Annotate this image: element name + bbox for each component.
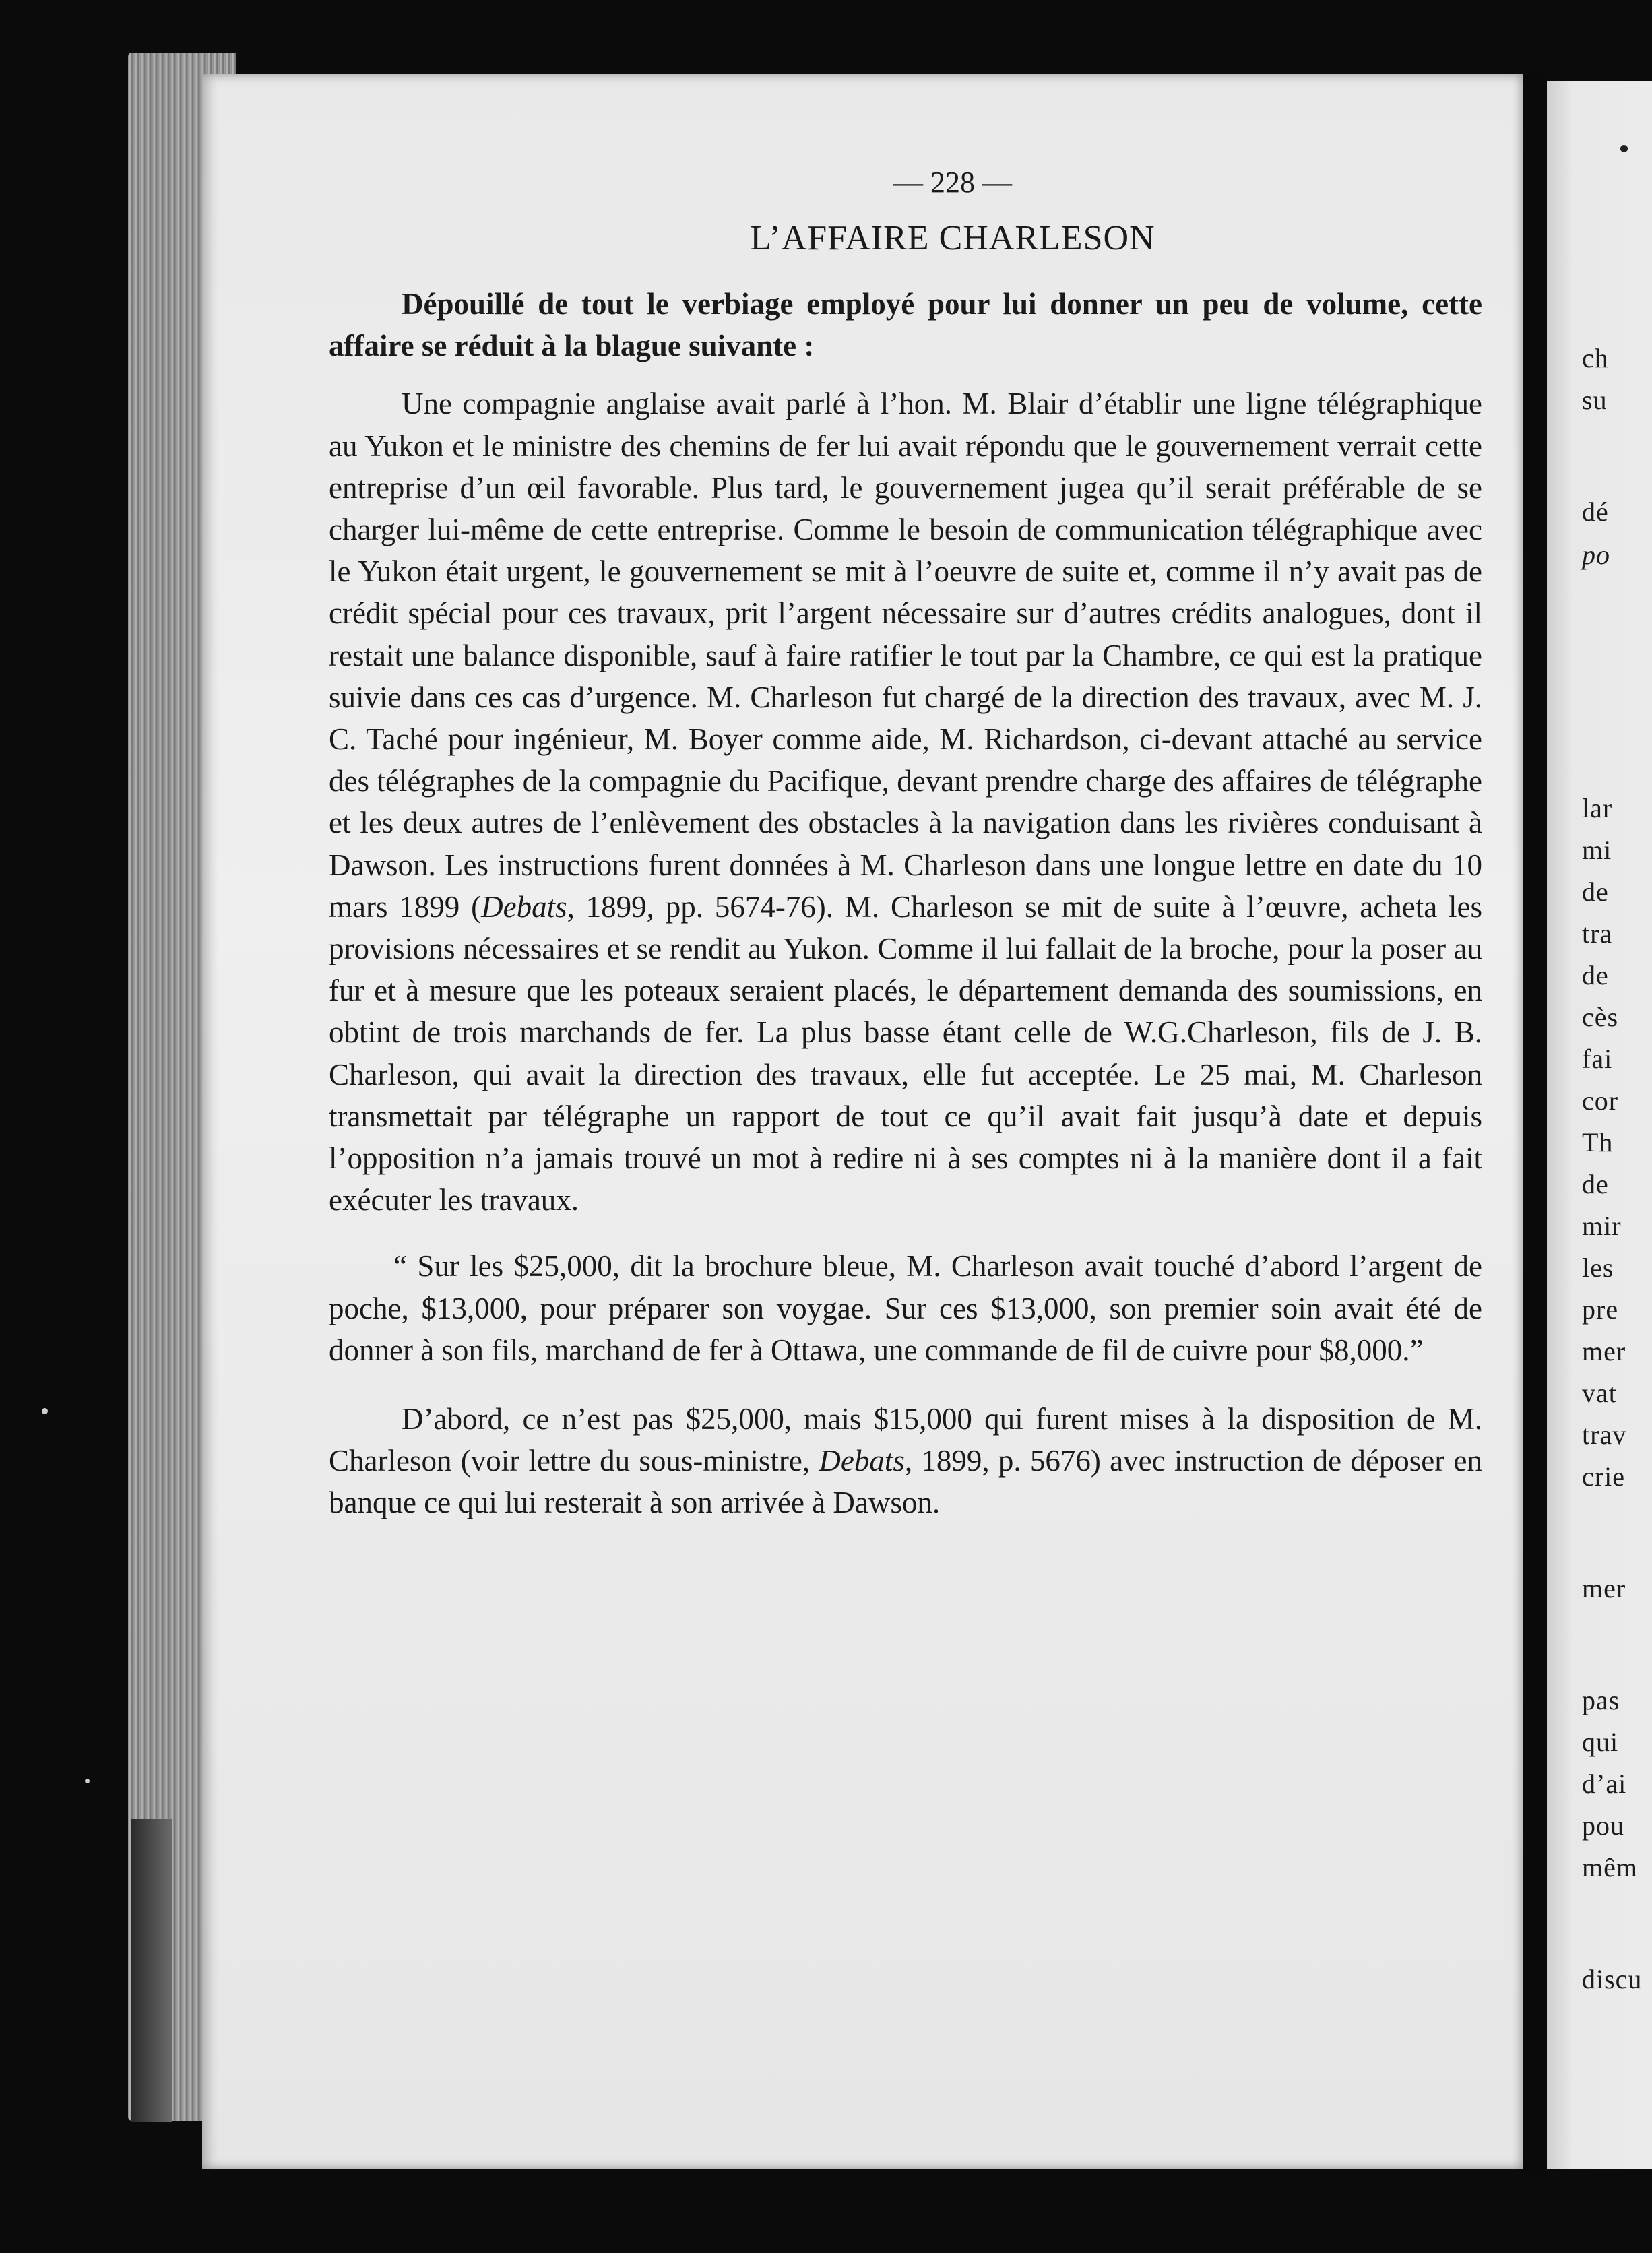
facing-fragment: mer [1582, 1336, 1626, 1366]
facing-fragment: lar [1582, 793, 1613, 823]
facing-fragment: dé [1582, 497, 1609, 527]
facing-fragment: qui [1582, 1727, 1619, 1757]
facing-fragment: mêm [1582, 1852, 1638, 1882]
facing-fragment: cor [1582, 1085, 1619, 1116]
citation-suffix: , 1899, pp. 5674-76). M. Charleson se mit de suite à l’œuvre, acheta les provisions nécessaires et se rendit au Yukon. Comme il lui fallait de la broche, pour la poser au fur et à mesure que les poteaux seraient placés, le département demanda des soumissions, en obtint de trois marchands de fer. La plus basse étant celle de W.G.Charleson, fils de J. B. Charleson, qui avait la direction des travaux, elle fut acceptée. Le 25 mai, M. Charleson transmettait par télégraphe un rapport de tout ce qu’il avait fait jusqu’à date et depuis l’opposition n’a jamais trouvé un mot à redire ni à ses comptes ni à la manière dont il a fait exécuter les travaux. [329, 889, 1482, 1217]
rebuttal-citation-source: Debats [819, 1444, 905, 1478]
chapter-title: L’AFFAIRE CHARLESON [750, 219, 1155, 257]
paragraph-main-text: Une compagnie anglaise avait parlé à l’hon. M. Blair d’établir une ligne télégraphique au Yukon et le ministre des chemins de fer lui avait répondu que le gouvernement verrait cette entreprise d’un œil favorable. Plus tard, le gouvernement jugea qu’il serait préférable de se charger lui-même de cette entreprise. Comme le besoin de communication télégraphique avec le Yukon était urgent, le gouvernement se mit à l’oeuvre de suite et, comme il n’y avait pas de crédit spécial pour ces travaux, prit l’argent nécessaire sur d’autres crédits analogues, dont il restait une balance disponible, sauf à faire ratifier le tout par la Chambre, ce qui est la pratique suivie dans ces cas d’urgence. M. Charleson fut chargé de la direction des travaux, avec M. J. C. Taché pour ingénieur, M. Boyer comme aide, M. Richardson, ci-devant attaché au service des télégraphes de la compagnie du Pacifique, devant prendre charge des affaires de télégraphe et les deux autres de l’enlèvement des obstacles à la navigation dans les rivières conduisant à Dawson. Les instructions furent données à M. Charleson dans une longue lettre en date du 10 mars 1899 [329, 387, 1482, 924]
paragraph-quote: “ Sur les $25,000, dit la brochure bleue, M. Charleson avait touché d’abord l’argent de poche, $13,000, pour préparer son voygae. Sur ces $13,000, son premier soin avait été de donner à son fils, marchand de fer à Ottawa, une commande de fil de cuivre pour $8,000.” [329, 1249, 1482, 1367]
facing-fragment: de [1582, 877, 1609, 907]
paragraph-rebuttal [329, 1398, 1482, 1524]
rebuttal-text-after: , 1899, p. 5676) avec instruction de déposer en banque ce qui lui resterait à son arrivée à Dawson. [329, 1444, 1482, 1520]
facing-fragment: mi [1582, 835, 1612, 865]
page-text-block [329, 159, 1482, 1524]
facing-fragment: de [1582, 1169, 1609, 1199]
facing-fragment: cès [1582, 1002, 1619, 1032]
facing-fragment: crie [1582, 1461, 1625, 1492]
citation-source: Debats [481, 889, 567, 924]
facing-fragment: su [1582, 385, 1608, 415]
facing-fragment: mir [1582, 1211, 1622, 1241]
facing-fragment: ch [1582, 343, 1609, 373]
scan-speck [1620, 145, 1628, 152]
facing-fragment: pre [1582, 1294, 1619, 1325]
facing-fragment: d’ai [1582, 1769, 1627, 1799]
facing-fragment: trav [1582, 1420, 1627, 1450]
facing-fragment: fai [1582, 1044, 1613, 1074]
facing-fragment: mer [1582, 1573, 1626, 1604]
page-number: — 228 — [893, 166, 1012, 199]
scan-speck [85, 1779, 90, 1783]
rebuttal-text-before: D’abord, ce n’est pas $25,000, mais $15,000 qui furent mises à la disposition de M. Charleson (voir lettre du sous-ministre, [329, 1402, 1482, 1478]
facing-fragment: les [1582, 1252, 1614, 1283]
facing-fragment: de [1582, 960, 1609, 990]
scan-speck [42, 1408, 48, 1414]
facing-fragment: discu [1582, 1964, 1643, 1994]
facing-fragment: pou [1582, 1810, 1624, 1841]
book-gutter [1524, 74, 1548, 2176]
facing-fragment: tra [1582, 918, 1613, 949]
paragraph-intro: Dépouillé de tout le verbiage employé pour lui donner un peu de volume, cette affaire se réduit à la blague suivante : [329, 287, 1482, 363]
facing-fragment: vat [1582, 1378, 1617, 1408]
facing-fragment: pas [1582, 1685, 1620, 1715]
facing-fragment: Th [1582, 1127, 1614, 1157]
paragraph-main [329, 383, 1482, 1221]
book-edge-shadow [131, 1819, 172, 2122]
citation-prefix: ( [459, 889, 482, 924]
facing-fragment: po [1582, 540, 1610, 570]
